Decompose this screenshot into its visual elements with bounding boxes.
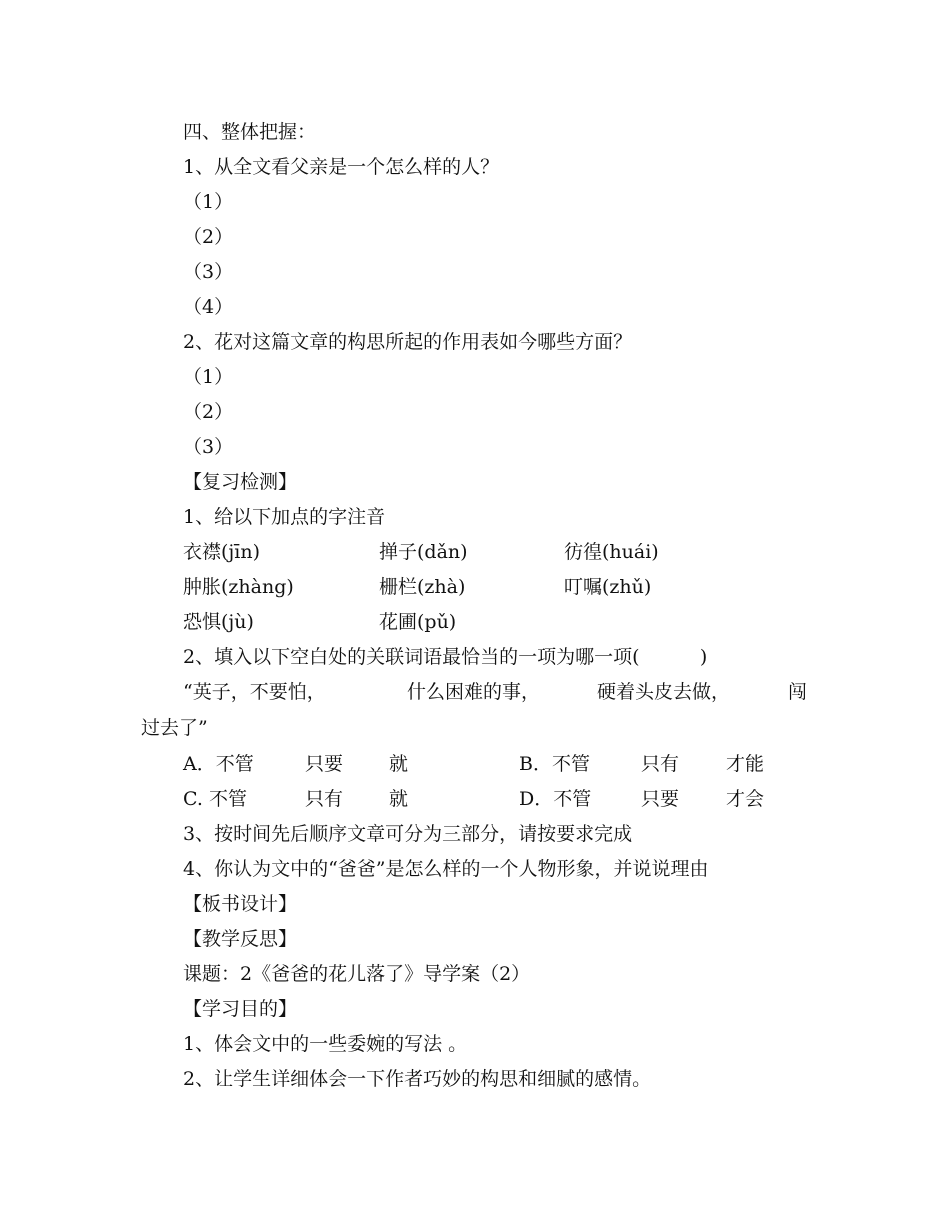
pinyin-item: 栅栏(zhà) xyxy=(379,576,466,598)
lesson-title: 课题：2《爸爸的花儿落了》导学案（2） xyxy=(183,963,531,985)
option-a-word: A．不管 xyxy=(183,753,254,775)
answer-blank-2-3: （3） xyxy=(183,436,234,458)
pinyin-item: 衣襟(jīn) xyxy=(183,541,261,563)
option-a-word: 只要 xyxy=(305,753,344,775)
board-design-heading: 【板书设计】 xyxy=(183,893,298,915)
answer-blank-2-2: （2） xyxy=(183,401,234,423)
pinyin-item: 彷徨(huái) xyxy=(564,541,659,563)
option-b-word: 只有 xyxy=(641,753,680,775)
review-heading: 【复习检测】 xyxy=(183,471,298,493)
answer-blank-1-3: （3） xyxy=(183,261,234,283)
fill-in-prompt: 2、填入以下空白处的关联词语最恰当的一项为哪一项( ) xyxy=(183,646,708,668)
quote-part: 闯 xyxy=(788,681,808,703)
quote-continuation: 过去了” xyxy=(141,717,208,739)
question-2: 2、花对这篇文章的构思所起的作用表如今哪些方面？ xyxy=(183,331,633,353)
question-3: 3、按时间先后顺序文章可分为三部分，请按要求完成 xyxy=(183,823,633,845)
option-d-word: D．不管 xyxy=(519,788,592,810)
answer-blank-1-4: （4） xyxy=(183,296,234,318)
learning-goal: 1、体会文中的一些委婉的写法 。 xyxy=(183,1033,468,1055)
option-d-word: 只要 xyxy=(641,788,680,810)
learning-goal: 2、让学生详细体会一下作者巧妙的构思和细腻的感情。 xyxy=(183,1068,652,1090)
question-4: 4、你认为文中的“爸爸”是怎么样的一个人物形象，并说说理由 xyxy=(183,858,709,880)
option-c-word: 只有 xyxy=(305,788,344,810)
question-1: 1、从全文看父亲是一个怎么样的人？ xyxy=(183,156,500,178)
option-d-word: 才会 xyxy=(726,788,765,810)
answer-blank-2-1: （1） xyxy=(183,366,234,388)
pinyin-item: 花圃(pǔ) xyxy=(379,611,457,633)
quote-part: 硬着头皮去做， xyxy=(597,681,731,703)
section-heading-overall: 四、整体把握： xyxy=(183,121,317,143)
learning-goal-heading: 【学习目的】 xyxy=(183,998,298,1020)
quote-part: 什么困难的事， xyxy=(407,681,541,703)
pinyin-item: 叮嘱(zhǔ) xyxy=(564,576,652,598)
quote-part: “英子，不要怕， xyxy=(183,681,326,703)
option-b-word: 才能 xyxy=(726,753,765,775)
answer-blank-1-2: （2） xyxy=(183,226,234,248)
pinyin-item: 恐惧(jù) xyxy=(183,611,254,633)
option-c-word: C. 不管 xyxy=(183,788,247,810)
teaching-reflection-heading: 【教学反思】 xyxy=(183,928,298,950)
pinyin-item: 掸子(dǎn) xyxy=(379,541,468,563)
answer-blank-1-1: （1） xyxy=(183,191,234,213)
pinyin-item: 肿胀(zhàng) xyxy=(183,576,294,598)
option-a-word: 就 xyxy=(389,753,409,775)
option-b-word: B．不管 xyxy=(519,753,590,775)
option-c-word: 就 xyxy=(389,788,409,810)
pinyin-prompt: 1、给以下加点的字注音 xyxy=(183,506,386,528)
